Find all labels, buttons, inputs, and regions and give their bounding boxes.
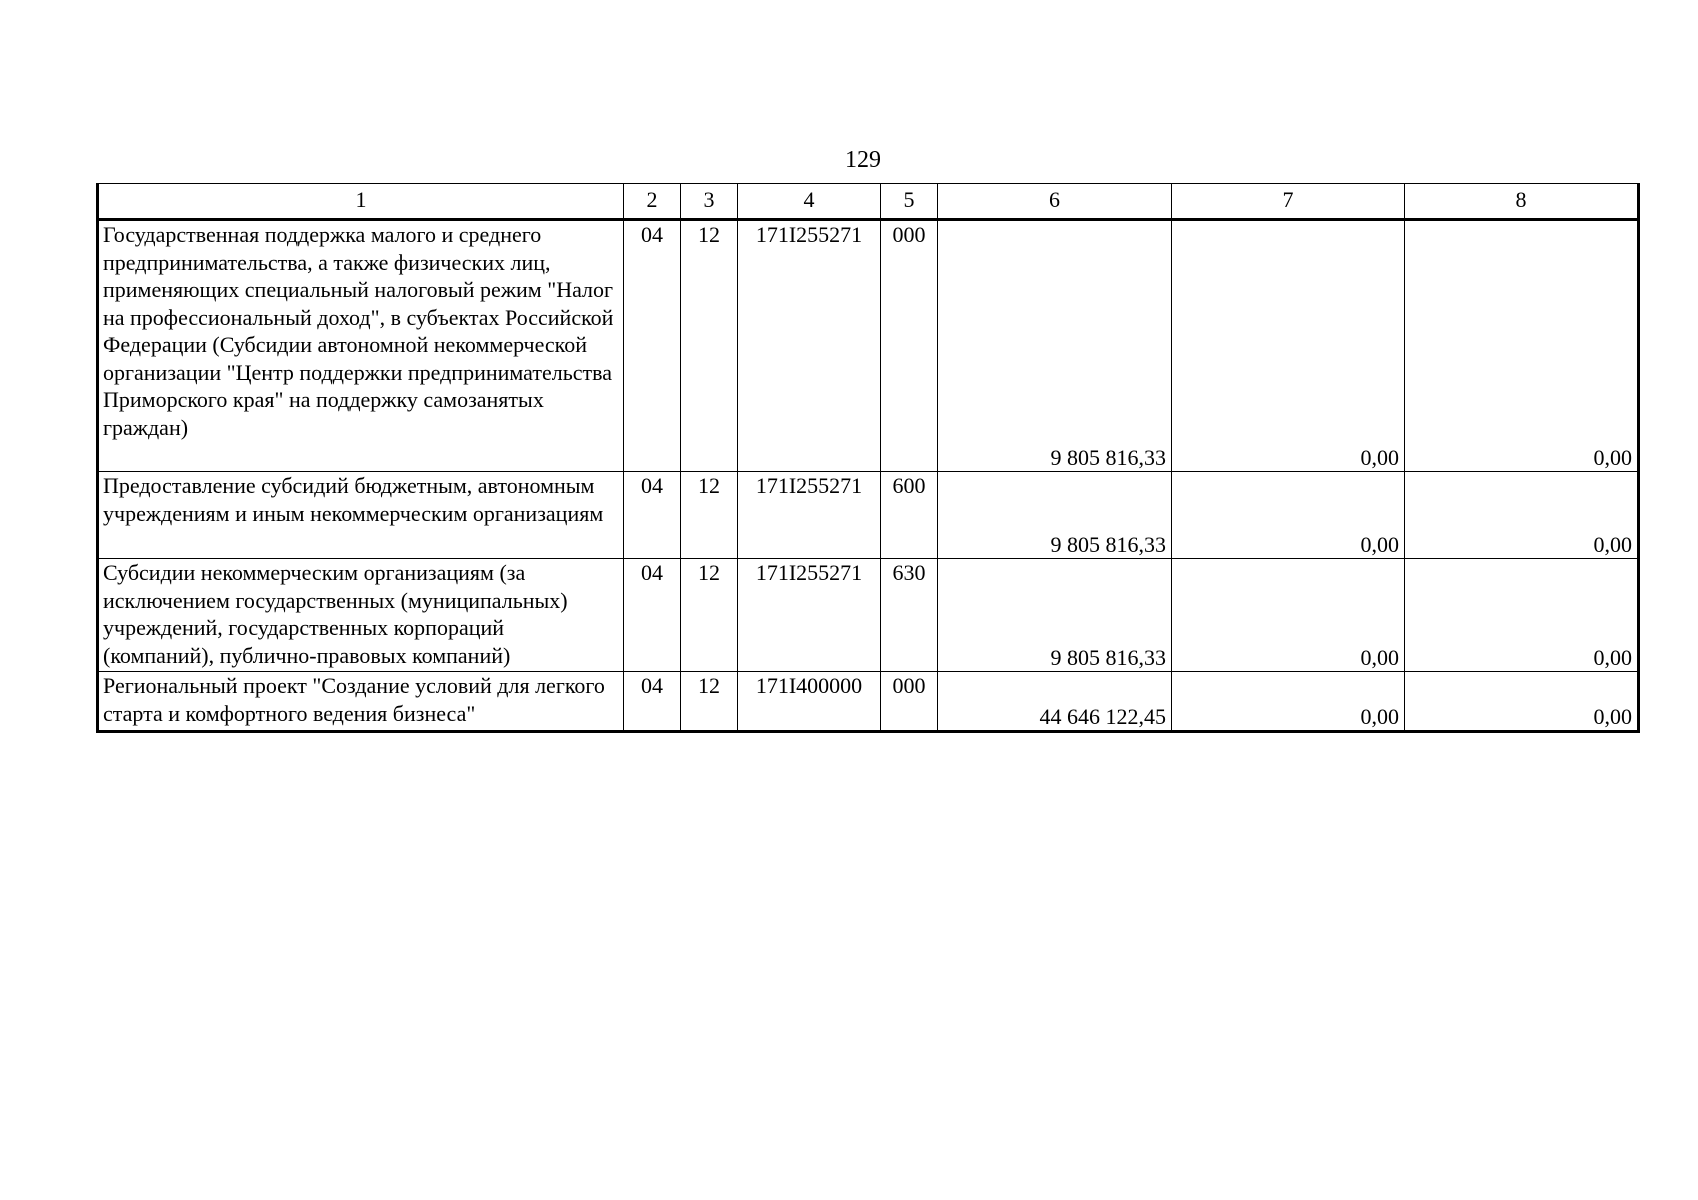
header-cell: 8 (1405, 184, 1639, 220)
table-row (98, 672, 1639, 732)
row-name-cell: Субсидии некоммерческим организациям (за исключением государственных (муниципальных) учреждений, государственных корпораций (компаний), публично-правовых компаний) (98, 559, 624, 672)
amount-col7-cell: 0,00 (1172, 672, 1405, 732)
expense-type-cell: 000 (881, 220, 938, 472)
amount-col8-cell: 0,00 (1405, 559, 1639, 672)
amount-col6-cell: 9 805 816,33 (938, 220, 1172, 472)
amount-col6-cell: 9 805 816,33 (938, 472, 1172, 559)
header-cell: 1 (98, 184, 624, 220)
amount-col8-cell: 0,00 (1405, 472, 1639, 559)
header-cell: 6 (938, 184, 1172, 220)
section-code-cell: 04 (624, 472, 681, 559)
expense-type-cell: 600 (881, 472, 938, 559)
row-name-cell: Предоставление субсидий бюджетным, автономным учреждениям и иным некоммерческим организациям (98, 472, 624, 559)
amount-col6-cell: 44 646 122,45 (938, 672, 1172, 732)
target-article-cell: 171I255271 (738, 220, 881, 472)
table-row (98, 472, 1639, 559)
target-article-cell: 171I255271 (738, 472, 881, 559)
amount-col6-cell: 9 805 816,33 (938, 559, 1172, 672)
target-article-cell: 171I255271 (738, 559, 881, 672)
expense-type-cell: 630 (881, 559, 938, 672)
header-cell: 7 (1172, 184, 1405, 220)
header-cell: 4 (738, 184, 881, 220)
header-cell: 2 (624, 184, 681, 220)
header-cell: 5 (881, 184, 938, 220)
target-article-cell: 171I400000 (738, 672, 881, 732)
amount-col7-cell: 0,00 (1172, 220, 1405, 472)
subsection-code-cell: 12 (681, 220, 738, 472)
subsection-code-cell: 12 (681, 472, 738, 559)
table-row (98, 559, 1639, 672)
amount-col8-cell: 0,00 (1405, 220, 1639, 472)
section-code-cell: 04 (624, 559, 681, 672)
amount-col8-cell: 0,00 (1405, 672, 1639, 732)
header-cell: 3 (681, 184, 738, 220)
row-name-cell: Государственная поддержка малого и среднего предпринимательства, а также физических лиц, применяющих специальный налоговый режим "Налог на профессиональный доход", в субъектах Российской Федерации (Субсидии автономной некоммерческой организации "Центр поддержки предпринимательства Приморского края" на поддержку самозанятых граждан) (98, 220, 624, 472)
amount-col7-cell: 0,00 (1172, 559, 1405, 672)
subsection-code-cell: 12 (681, 559, 738, 672)
subsection-code-cell: 12 (681, 672, 738, 732)
row-name-cell: Региональный проект "Создание условий для легкого старта и комфортного ведения бизнеса" (98, 672, 624, 732)
table-row (98, 220, 1639, 472)
amount-col7-cell: 0,00 (1172, 472, 1405, 559)
expense-type-cell: 000 (881, 672, 938, 732)
table-header-row (98, 184, 1639, 220)
budget-table (96, 183, 1640, 733)
section-code-cell: 04 (624, 672, 681, 732)
section-code-cell: 04 (624, 220, 681, 472)
page-number: 129 (845, 147, 881, 173)
